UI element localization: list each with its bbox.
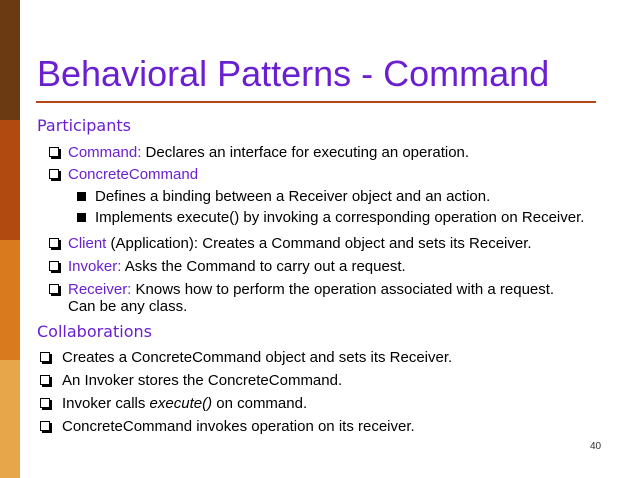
collaboration-text: Invoker calls bbox=[62, 395, 150, 412]
participant-client bbox=[68, 234, 532, 253]
participant-term: Command: bbox=[68, 144, 142, 161]
participant-description: Declares an interface for executing an operation. bbox=[141, 144, 470, 161]
collaboration-item bbox=[62, 394, 307, 413]
collaboration-item: An Invoker stores the ConcreteCommand. bbox=[62, 372, 343, 389]
participant-description: Asks the Command to carry out a request. bbox=[121, 258, 406, 275]
slide-title: Behavioral Patterns - Command bbox=[37, 53, 550, 94]
collaboration-item: Creates a ConcreteCommand object and sets its Receiver. bbox=[62, 349, 453, 366]
participant-description: (Application): Creates a Command object and sets its Receiver. bbox=[106, 235, 532, 252]
collaboration-text: on command. bbox=[212, 395, 308, 412]
sidebar-stripe-orange bbox=[0, 240, 20, 360]
bullet-box-icon bbox=[49, 261, 59, 271]
participant-description: Knows how to perform the operation associated with a request. bbox=[131, 281, 555, 298]
sidebar-stripe-light-orange bbox=[0, 360, 20, 478]
bullet-box-icon bbox=[40, 375, 50, 385]
sidebar-stripe bbox=[0, 0, 20, 478]
collaboration-item: ConcreteCommand invokes operation on its receiver. bbox=[62, 418, 415, 435]
participant-term: Client bbox=[68, 235, 107, 252]
title-divider bbox=[36, 101, 596, 103]
bullet-square-icon bbox=[77, 213, 86, 222]
bullet-square-icon bbox=[77, 192, 86, 201]
sidebar-stripe-dark-brown bbox=[0, 0, 20, 120]
bullet-box-icon bbox=[49, 147, 59, 157]
bullet-box-icon bbox=[49, 169, 59, 179]
bullet-box-icon bbox=[40, 398, 50, 408]
bullet-box-icon bbox=[40, 421, 50, 431]
bullet-box-icon bbox=[49, 284, 59, 294]
participant-receiver-continued: Can be any class. bbox=[68, 298, 188, 315]
participants-heading: Participants bbox=[37, 116, 131, 135]
participant-invoker bbox=[68, 257, 406, 276]
participant-term: Invoker: bbox=[68, 258, 122, 275]
bullet-box-icon bbox=[40, 352, 50, 362]
concrete-command-detail: Implements execute() by invoking a corresponding operation on Receiver. bbox=[95, 209, 585, 226]
participant-command bbox=[68, 143, 469, 162]
method-name: execute() bbox=[149, 395, 213, 412]
page-number: 40 bbox=[590, 441, 602, 452]
collaborations-heading: Collaborations bbox=[37, 322, 152, 341]
participant-term: Receiver: bbox=[68, 281, 132, 298]
bullet-box-icon bbox=[49, 238, 59, 248]
participant-concrete-command: ConcreteCommand bbox=[68, 166, 199, 183]
sidebar-stripe-rust bbox=[0, 120, 20, 240]
concrete-command-detail: Defines a binding between a Receiver object and an action. bbox=[95, 188, 491, 205]
